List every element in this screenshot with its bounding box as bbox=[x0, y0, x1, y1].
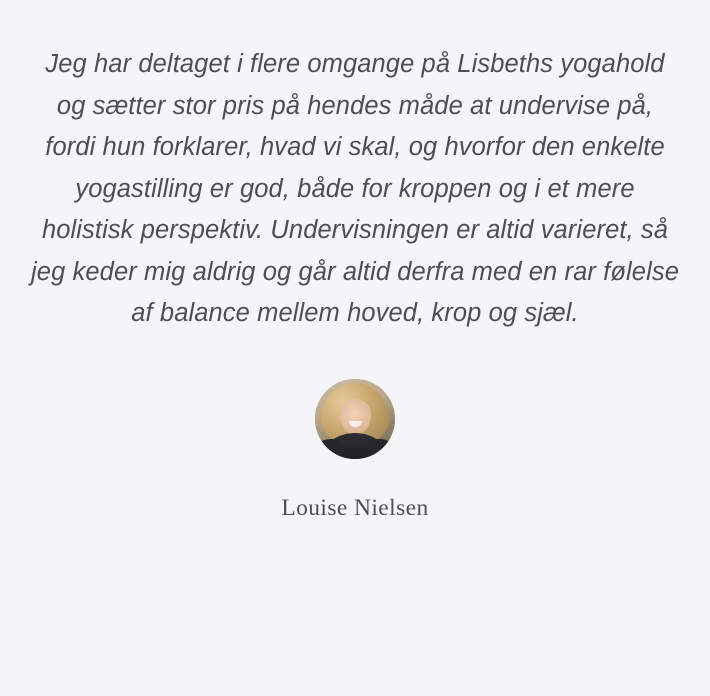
avatar-face bbox=[340, 399, 371, 435]
testimonial-quote: Jeg har deltaget i flere omgange på Lisbeths yogahold og sætter stor pris på hendes måde at undervise på, fordi hun forklarer, hvad vi skal, og hvorfor den enkelte yogastilling er god, både for kroppen og i et mere holistisk perspektiv. Undervisningen er altid varieret, så jeg keder mig aldrig og går altid derfra med en rar følelse af balance mellem hoved, krop og sjæl. bbox=[31, 50, 679, 327]
avatar-shoulder-left bbox=[315, 439, 341, 459]
avatar bbox=[315, 379, 395, 459]
testimonial-author: Louise Nielsen bbox=[281, 494, 429, 521]
